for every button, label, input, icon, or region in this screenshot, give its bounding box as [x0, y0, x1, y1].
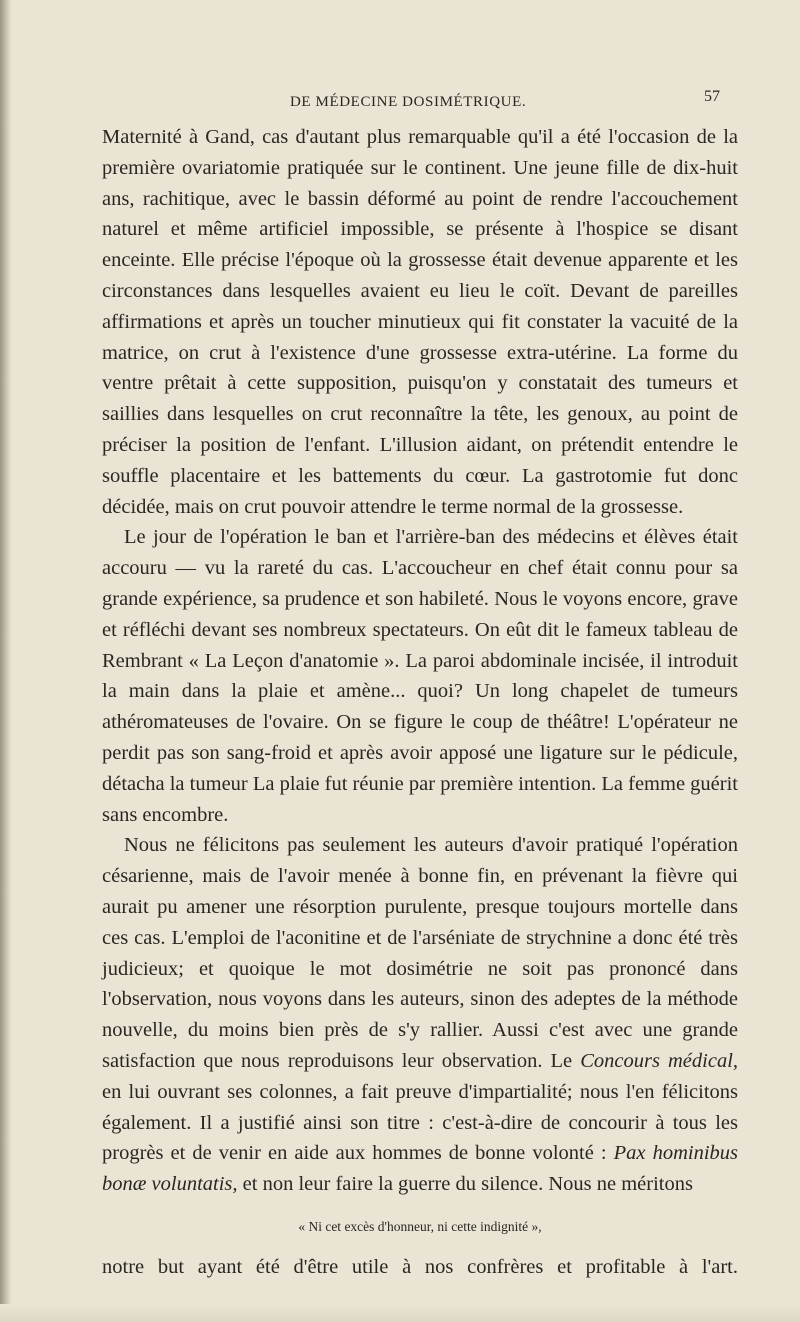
paragraph-3-part-a: Nous ne félicitons pas seulement les auteurs d'avoir pratiqué l'opération césarienne, mais de l'avoir menée à bonne fin, en prévenant la fièvre qui aurait pu amener une résorption purulente, presque toujours mortelle dans ces cas. L'emploi de l'aconitine et de l'arséniate de strychnine a donc été très judicieux; et quoique le mot dosimétrie ne soit pas prononcé dans l'observation, nous voyons dans les auteurs, sinon des adeptes de la méthode nouvelle, du moins bien près de s'y rallier. Aussi c'est avec une grande satisfaction que nous reproduisons leur observation. Le	[102, 834, 738, 1072]
latin-phrase: Pax hominibus bonæ voluntatis,	[102, 1142, 739, 1196]
paragraph-3	[102, 830, 738, 1200]
running-head: DE MÉDECINE DOSIMÉTRIQUE.	[290, 94, 527, 110]
page-edge-shadow	[0, 0, 12, 1322]
journal-title: Concours médical,	[580, 1049, 739, 1072]
block-quote: « Ni cet excès d'honneur, ni cette indignité »,	[298, 1218, 542, 1234]
page-header	[0, 88, 800, 114]
page-bottom-shadow	[0, 1304, 800, 1322]
paragraph-1: Maternité à Gand, cas d'autant plus remarquable qu'il a été l'occasion de la première ovariatomie pratiquée sur le continent. Une jeune fille de dix-huit ans, rachitique, avec le bassin déformé au point de rendre l'accouchement naturel et même artificiel impossible, se présente à l'hospice se disant enceinte. Elle précise l'époque où la grossesse était devenue apparente et les circonstances dans lesquelles avaient eu lieu le coït. Devant de pareilles affirmations et après un toucher minutieux qui fit constater la vacuité de la matrice, on crut à l'existence d'une grossesse extra-utérine. La forme du ventre prêtait à cette supposition, puisqu'on y constatait des tumeurs et saillies dans lesquelles on crut reconnaître la tête, les genoux, au point de préciser la position de l'enfant. L'illusion aidant, on prétendit entendre le souffle placentaire et les battements du cœur. La gastrotomie fut donc décidée, mais on crut pouvoir attendre le terme normal de la grossesse.	[102, 126, 738, 518]
page-number: 57	[704, 88, 720, 105]
paragraph-2: Le jour de l'opération le ban et l'arrière-ban des médecins et élèves était accouru — vu la rareté du cas. L'accoucheur en chef était connu pour sa grande expérience, sa prudence et son habileté. Nous le voyons encore, grave et réfléchi devant ses nombreux spectateurs. On eût dit le fameux tableau de Rembrant « La Leçon d'anatomie ». La paroi abdominale incisée, il introduit la main dans la plaie et amène... quoi? Un long chapelet de tumeurs athéromateuses de l'ovaire. On se figure le coup de théâtre! L'opérateur ne perdit pas son sang-froid et après avoir apposé une ligature sur le pédicule, détacha la tumeur La plaie fut réunie par première intention. La femme guérit sans encombre.	[102, 526, 738, 826]
paragraph-3-part-c: et non leur faire la guerre du silence. Nous ne méritons	[242, 1173, 693, 1196]
paragraph-3-part-b: en lui ouvrant ses colonnes, a fait preuve d'impartialité; nous l'en félicitons également. Il a justifié ainsi son titre : c'est-à-dire de concourir à tous les progrès et de venir en aide aux hommes de bonne volonté :	[102, 1080, 738, 1165]
closing-line: notre but ayant été d'être utile à nos confrères et profitable à l'art.	[102, 1255, 738, 1278]
body-text	[102, 122, 738, 1283]
